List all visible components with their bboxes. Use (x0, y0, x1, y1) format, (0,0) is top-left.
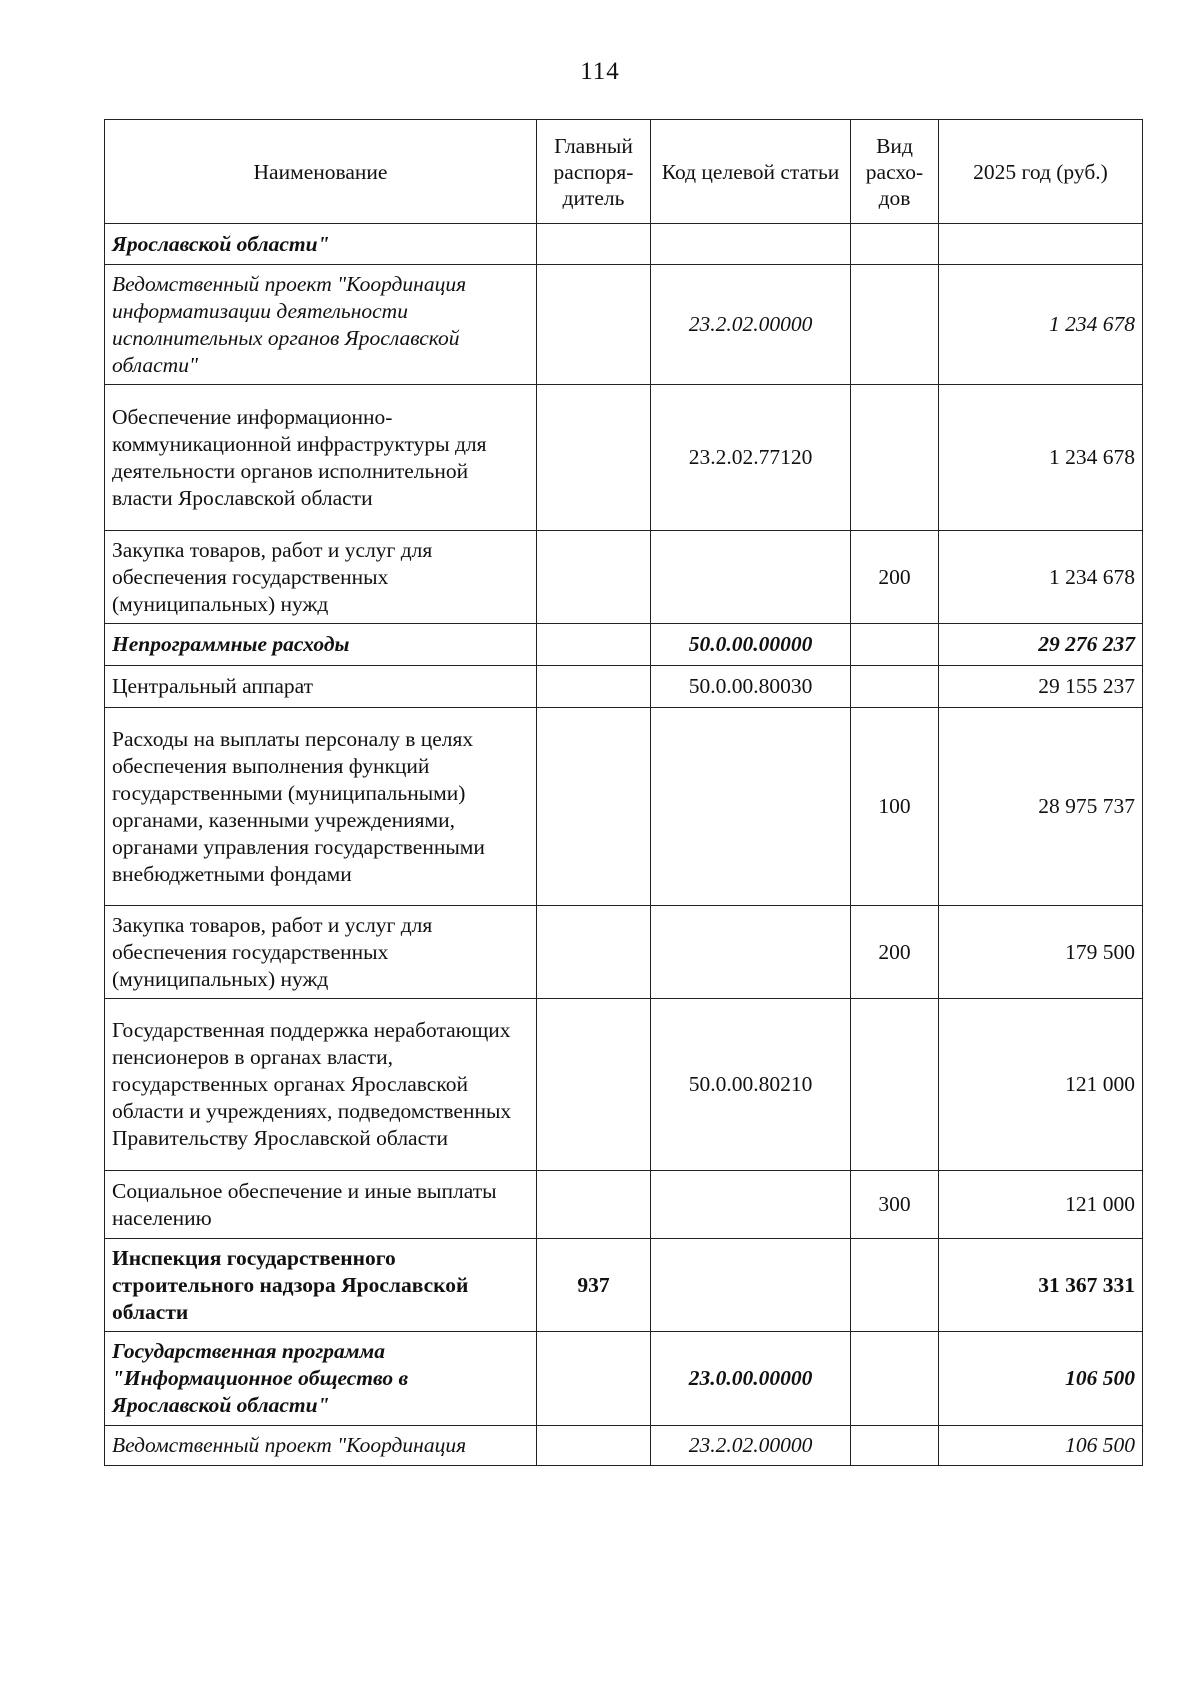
row-name: Закупка товаров, работ и услуг для обеспечения государственных (муниципальных) нужд (105, 531, 537, 624)
table-row (105, 666, 1143, 708)
row-name: Закупка товаров, работ и услуг для обеспечения государственных (муниципальных) нужд (105, 906, 537, 999)
row-main-manager (537, 1426, 651, 1466)
row-main-manager (537, 906, 651, 999)
table-row (105, 1239, 1143, 1332)
header-expense-type: Вид расхо-дов (851, 120, 939, 224)
row-expense-type (851, 624, 939, 666)
row-name: Инспекция государственного строительного надзора Ярославской области (105, 1239, 537, 1332)
row-expense-type (851, 999, 939, 1171)
row-name: Социальное обеспечение и иные выплаты населению (105, 1171, 537, 1239)
row-target-code: 23.0.00.00000 (651, 1332, 851, 1426)
row-expense-type (851, 1426, 939, 1466)
row-name: Государственная поддержка неработающих пенсионеров в органах власти, государственных органах Ярославской области и учреждениях, подведомственных Правительству Ярославской области (105, 999, 537, 1171)
row-expense-type: 200 (851, 531, 939, 624)
row-amount (939, 224, 1143, 265)
row-amount: 121 000 (939, 999, 1143, 1171)
row-target-code: 50.0.00.00000 (651, 624, 851, 666)
header-name: Наименование (105, 120, 537, 224)
row-name: Расходы на выплаты персоналу в целях обеспечения выполнения функций государственными (муниципальными) органами, казенными учреждениями, органами управления государственными внебюджетными фондами (105, 708, 537, 906)
row-main-manager (537, 265, 651, 385)
row-expense-type (851, 1239, 939, 1332)
table-row (105, 1171, 1143, 1239)
row-main-manager (537, 1171, 651, 1239)
row-expense-type (851, 666, 939, 708)
row-expense-type (851, 385, 939, 531)
row-target-code: 23.2.02.00000 (651, 265, 851, 385)
row-target-code (651, 708, 851, 906)
table-row (105, 224, 1143, 265)
row-main-manager (537, 708, 651, 906)
row-name: Обеспечение информационно-коммуникационной инфраструктуры для деятельности органов исполнительной власти Ярославской области (105, 385, 537, 531)
row-main-manager (537, 385, 651, 531)
table-row (105, 1426, 1143, 1466)
row-main-manager (537, 999, 651, 1171)
row-amount: 121 000 (939, 1171, 1143, 1239)
row-target-code (651, 224, 851, 265)
table-row (105, 906, 1143, 999)
row-target-code: 50.0.00.80030 (651, 666, 851, 708)
row-name: Центральный аппарат (105, 666, 537, 708)
row-target-code: 23.2.02.00000 (651, 1426, 851, 1466)
row-target-code: 50.0.00.80210 (651, 999, 851, 1171)
table-row (105, 531, 1143, 624)
row-amount: 1 234 678 (939, 385, 1143, 531)
budget-table (104, 119, 1143, 1466)
header-amount: 2025 год (руб.) (939, 120, 1143, 224)
row-main-manager (537, 224, 651, 265)
header-main-manager: Главный распоря-дитель (537, 120, 651, 224)
row-target-code (651, 906, 851, 999)
row-main-manager (537, 1332, 651, 1426)
row-amount: 1 234 678 (939, 531, 1143, 624)
row-main-manager (537, 666, 651, 708)
page-number: 114 (580, 58, 620, 85)
row-main-manager (537, 624, 651, 666)
row-name: Ярославской области" (105, 224, 537, 265)
table-row (105, 708, 1143, 906)
row-target-code (651, 1239, 851, 1332)
row-amount: 1 234 678 (939, 265, 1143, 385)
row-name: Государственная программа "Информационное общество в Ярославской области" (105, 1332, 537, 1426)
row-name: Ведомственный проект "Координация (105, 1426, 537, 1466)
row-amount: 28 975 737 (939, 708, 1143, 906)
row-amount: 179 500 (939, 906, 1143, 999)
table-row (105, 385, 1143, 531)
row-main-manager (537, 531, 651, 624)
row-expense-type (851, 1332, 939, 1426)
row-expense-type: 100 (851, 708, 939, 906)
row-amount: 106 500 (939, 1332, 1143, 1426)
row-amount: 106 500 (939, 1426, 1143, 1466)
row-expense-type: 200 (851, 906, 939, 999)
row-target-code (651, 531, 851, 624)
row-name: Ведомственный проект "Координация информатизации деятельности исполнительных органов Ярославской области" (105, 265, 537, 385)
row-main-manager: 937 (537, 1239, 651, 1332)
row-amount: 31 367 331 (939, 1239, 1143, 1332)
table-row (105, 999, 1143, 1171)
row-amount: 29 276 237 (939, 624, 1143, 666)
row-amount: 29 155 237 (939, 666, 1143, 708)
row-name: Непрограммные расходы (105, 624, 537, 666)
table-row (105, 1332, 1143, 1426)
table-header-row (105, 120, 1143, 224)
row-expense-type: 300 (851, 1171, 939, 1239)
table-row (105, 265, 1143, 385)
row-target-code: 23.2.02.77120 (651, 385, 851, 531)
table-row (105, 624, 1143, 666)
row-target-code (651, 1171, 851, 1239)
header-target-code: Код целевой статьи (651, 120, 851, 224)
row-expense-type (851, 265, 939, 385)
row-expense-type (851, 224, 939, 265)
table-body (105, 224, 1143, 1466)
